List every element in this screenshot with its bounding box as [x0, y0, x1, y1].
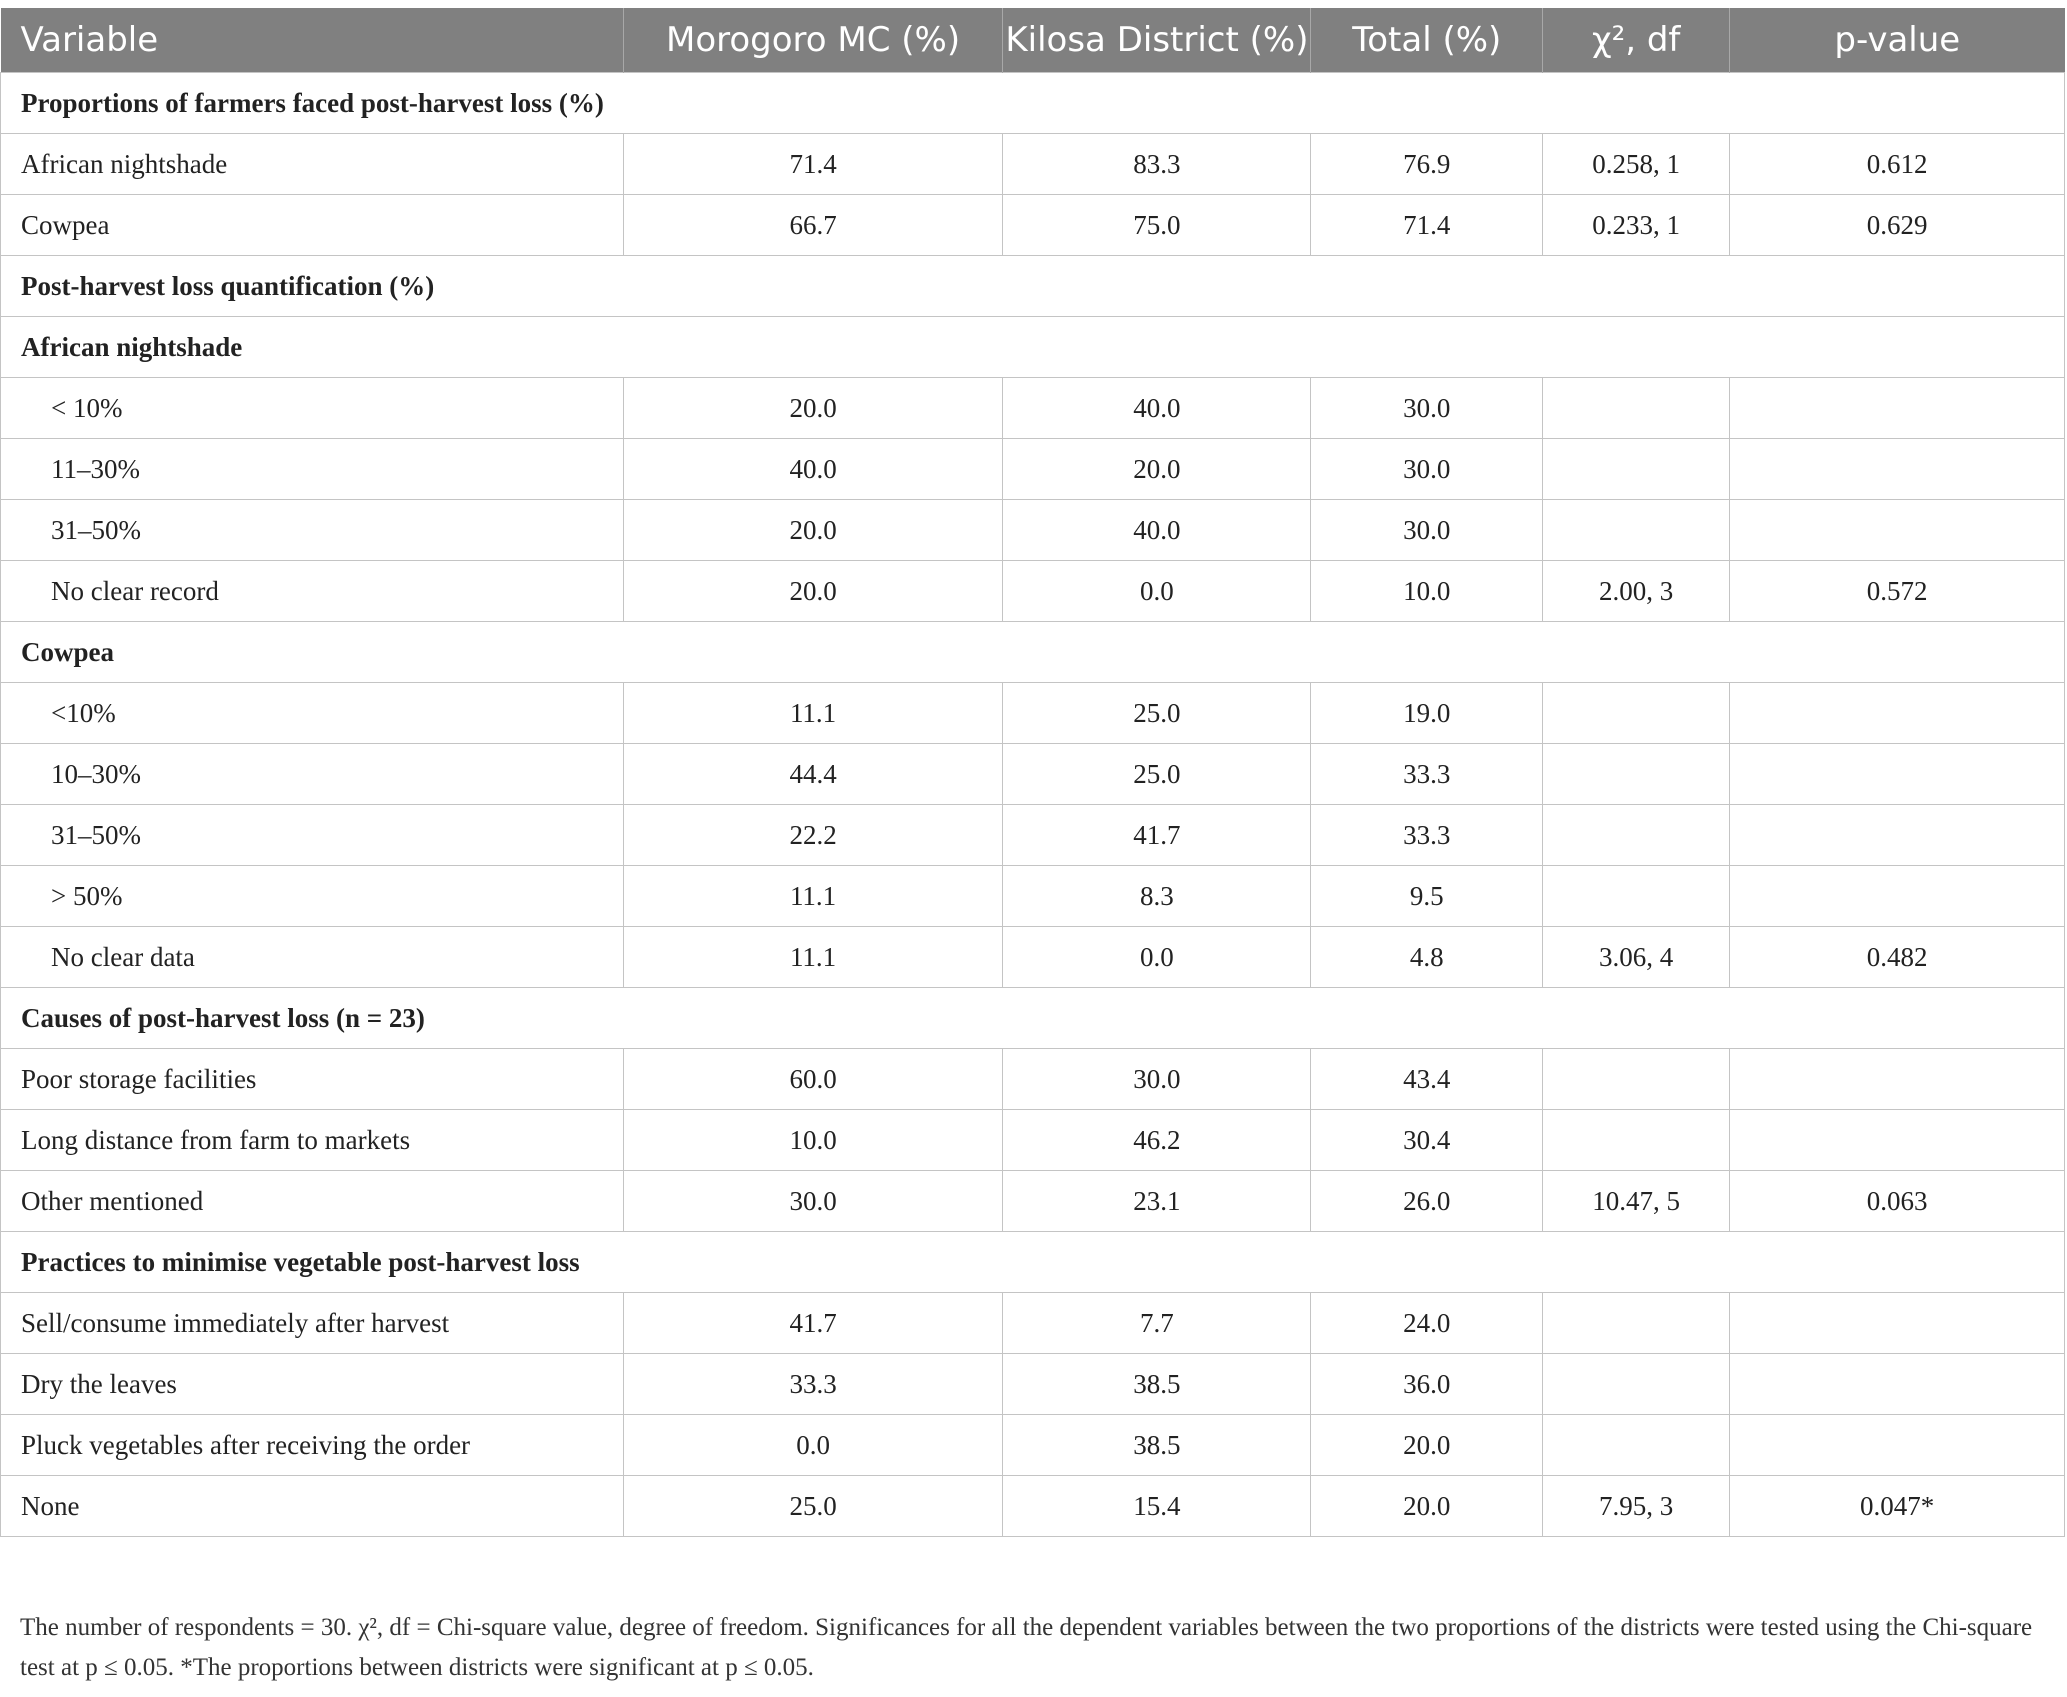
variable-cell: Other mentioned [1, 1171, 624, 1232]
section-label: Causes of post-harvest loss (n = 23) [1, 988, 2065, 1049]
kilosa-cell: 38.5 [1003, 1354, 1311, 1415]
chi-square-cell: 0.258, 1 [1543, 134, 1730, 195]
kilosa-cell: 25.0 [1003, 744, 1311, 805]
morogoro-cell: 44.4 [623, 744, 1003, 805]
variable-cell: Sell/consume immediately after harvest [1, 1293, 624, 1354]
section-header-row [1, 622, 2065, 683]
variable-cell: > 50% [1, 866, 624, 927]
table-row [1, 927, 2065, 988]
kilosa-cell: 7.7 [1003, 1293, 1311, 1354]
variable-cell: <10% [1, 683, 624, 744]
total-cell: 36.0 [1311, 1354, 1543, 1415]
p-value-cell [1730, 744, 2065, 805]
variable-cell: No clear data [1, 927, 624, 988]
variable-cell: 11–30% [1, 439, 624, 500]
p-value-cell [1730, 1354, 2065, 1415]
kilosa-cell: 75.0 [1003, 195, 1311, 256]
total-cell: 24.0 [1311, 1293, 1543, 1354]
table-row [1, 866, 2065, 927]
p-value-cell [1730, 866, 2065, 927]
morogoro-cell: 11.1 [623, 683, 1003, 744]
kilosa-cell: 40.0 [1003, 378, 1311, 439]
variable-cell: 10–30% [1, 744, 624, 805]
morogoro-cell: 20.0 [623, 378, 1003, 439]
total-cell: 20.0 [1311, 1476, 1543, 1537]
chi-square-cell [1543, 1110, 1730, 1171]
total-cell: 4.8 [1311, 927, 1543, 988]
section-label: Cowpea [1, 622, 2065, 683]
section-header-row [1, 1232, 2065, 1293]
kilosa-cell: 83.3 [1003, 134, 1311, 195]
variable-cell: 31–50% [1, 500, 624, 561]
variable-cell: Dry the leaves [1, 1354, 624, 1415]
morogoro-cell: 20.0 [623, 500, 1003, 561]
table-row [1, 1049, 2065, 1110]
section-header-row [1, 73, 2065, 134]
variable-cell: Long distance from farm to markets [1, 1110, 624, 1171]
p-value-cell [1730, 378, 2065, 439]
morogoro-cell: 11.1 [623, 866, 1003, 927]
header-morogoro: Morogoro MC (%) [623, 8, 1003, 73]
chi-square-cell: 2.00, 3 [1543, 561, 1730, 622]
section-label: Practices to minimise vegetable post-harvest loss [1, 1232, 2065, 1293]
header-chi-square: χ², df [1543, 8, 1730, 73]
p-value-cell: 0.063 [1730, 1171, 2065, 1232]
kilosa-cell: 25.0 [1003, 683, 1311, 744]
total-cell: 71.4 [1311, 195, 1543, 256]
chi-square-cell [1543, 683, 1730, 744]
morogoro-cell: 66.7 [623, 195, 1003, 256]
morogoro-cell: 22.2 [623, 805, 1003, 866]
p-value-cell [1730, 500, 2065, 561]
header-total: Total (%) [1311, 8, 1543, 73]
total-cell: 76.9 [1311, 134, 1543, 195]
table-row [1, 500, 2065, 561]
morogoro-cell: 25.0 [623, 1476, 1003, 1537]
table-row [1, 561, 2065, 622]
header-kilosa: Kilosa District (%) [1003, 8, 1311, 73]
p-value-cell: 0.629 [1730, 195, 2065, 256]
table-row [1, 744, 2065, 805]
section-label: African nightshade [1, 317, 2065, 378]
header-p-value: p-value [1730, 8, 2065, 73]
section-header-row [1, 988, 2065, 1049]
total-cell: 30.0 [1311, 439, 1543, 500]
kilosa-cell: 41.7 [1003, 805, 1311, 866]
p-value-cell [1730, 439, 2065, 500]
table-row [1, 683, 2065, 744]
p-value-cell: 0.482 [1730, 927, 2065, 988]
variable-cell: African nightshade [1, 134, 624, 195]
results-table [0, 8, 2065, 1537]
table-row [1, 1110, 2065, 1171]
table-row [1, 1415, 2065, 1476]
morogoro-cell: 11.1 [623, 927, 1003, 988]
chi-square-cell [1543, 1049, 1730, 1110]
variable-cell: None [1, 1476, 624, 1537]
kilosa-cell: 46.2 [1003, 1110, 1311, 1171]
variable-cell: Poor storage facilities [1, 1049, 624, 1110]
kilosa-cell: 15.4 [1003, 1476, 1311, 1537]
table-row [1, 1293, 2065, 1354]
variable-cell: Cowpea [1, 195, 624, 256]
chi-square-cell: 3.06, 4 [1543, 927, 1730, 988]
table-row [1, 378, 2065, 439]
table-row [1, 439, 2065, 500]
chi-square-cell: 10.47, 5 [1543, 1171, 1730, 1232]
kilosa-cell: 8.3 [1003, 866, 1311, 927]
total-cell: 33.3 [1311, 805, 1543, 866]
table-body [1, 73, 2065, 1537]
table-row [1, 1171, 2065, 1232]
chi-square-cell [1543, 439, 1730, 500]
morogoro-cell: 60.0 [623, 1049, 1003, 1110]
chi-square-cell [1543, 378, 1730, 439]
morogoro-cell: 10.0 [623, 1110, 1003, 1171]
p-value-cell [1730, 805, 2065, 866]
table-row [1, 195, 2065, 256]
total-cell: 26.0 [1311, 1171, 1543, 1232]
table-row [1, 805, 2065, 866]
table-row [1, 1354, 2065, 1415]
variable-cell: 31–50% [1, 805, 624, 866]
morogoro-cell: 20.0 [623, 561, 1003, 622]
total-cell: 30.0 [1311, 500, 1543, 561]
p-value-cell [1730, 1049, 2065, 1110]
p-value-cell [1730, 1110, 2065, 1171]
p-value-cell: 0.047* [1730, 1476, 2065, 1537]
chi-square-cell: 0.233, 1 [1543, 195, 1730, 256]
p-value-cell [1730, 683, 2065, 744]
kilosa-cell: 23.1 [1003, 1171, 1311, 1232]
p-value-cell [1730, 1293, 2065, 1354]
morogoro-cell: 71.4 [623, 134, 1003, 195]
total-cell: 30.4 [1311, 1110, 1543, 1171]
morogoro-cell: 0.0 [623, 1415, 1003, 1476]
chi-square-cell [1543, 1354, 1730, 1415]
total-cell: 20.0 [1311, 1415, 1543, 1476]
table-row [1, 1476, 2065, 1537]
total-cell: 19.0 [1311, 683, 1543, 744]
morogoro-cell: 33.3 [623, 1354, 1003, 1415]
p-value-cell: 0.612 [1730, 134, 2065, 195]
variable-cell: Pluck vegetables after receiving the order [1, 1415, 624, 1476]
chi-square-cell [1543, 1293, 1730, 1354]
section-header-row [1, 317, 2065, 378]
total-cell: 10.0 [1311, 561, 1543, 622]
header-variable: Variable [1, 8, 624, 73]
total-cell: 9.5 [1311, 866, 1543, 927]
total-cell: 30.0 [1311, 378, 1543, 439]
kilosa-cell: 30.0 [1003, 1049, 1311, 1110]
chi-square-cell [1543, 500, 1730, 561]
table-row [1, 134, 2065, 195]
morogoro-cell: 30.0 [623, 1171, 1003, 1232]
chi-square-cell [1543, 744, 1730, 805]
variable-cell: No clear record [1, 561, 624, 622]
table-footnote: The number of respondents = 30. χ², df = Chi-square value, degree of freedom. Significances for all the dependent variables between the two proportions of the districts were tested using the Chi-square test at p ≤ 0.05. *The proportions between districts were significant at p ≤ 0.05. [20, 1614, 2033, 1681]
kilosa-cell: 0.0 [1003, 561, 1311, 622]
kilosa-cell: 38.5 [1003, 1415, 1311, 1476]
section-label: Proportions of farmers faced post-harvest loss (%) [1, 73, 2065, 134]
p-value-cell [1730, 1415, 2065, 1476]
section-label: Post-harvest loss quantification (%) [1, 256, 2065, 317]
total-cell: 43.4 [1311, 1049, 1543, 1110]
kilosa-cell: 0.0 [1003, 927, 1311, 988]
morogoro-cell: 40.0 [623, 439, 1003, 500]
p-value-cell: 0.572 [1730, 561, 2065, 622]
kilosa-cell: 20.0 [1003, 439, 1311, 500]
kilosa-cell: 40.0 [1003, 500, 1311, 561]
chi-square-cell [1543, 866, 1730, 927]
table-header-row [1, 8, 2065, 73]
section-header-row [1, 256, 2065, 317]
total-cell: 33.3 [1311, 744, 1543, 805]
morogoro-cell: 41.7 [623, 1293, 1003, 1354]
variable-cell: < 10% [1, 378, 624, 439]
chi-square-cell: 7.95, 3 [1543, 1476, 1730, 1537]
chi-square-cell [1543, 805, 1730, 866]
chi-square-cell [1543, 1415, 1730, 1476]
